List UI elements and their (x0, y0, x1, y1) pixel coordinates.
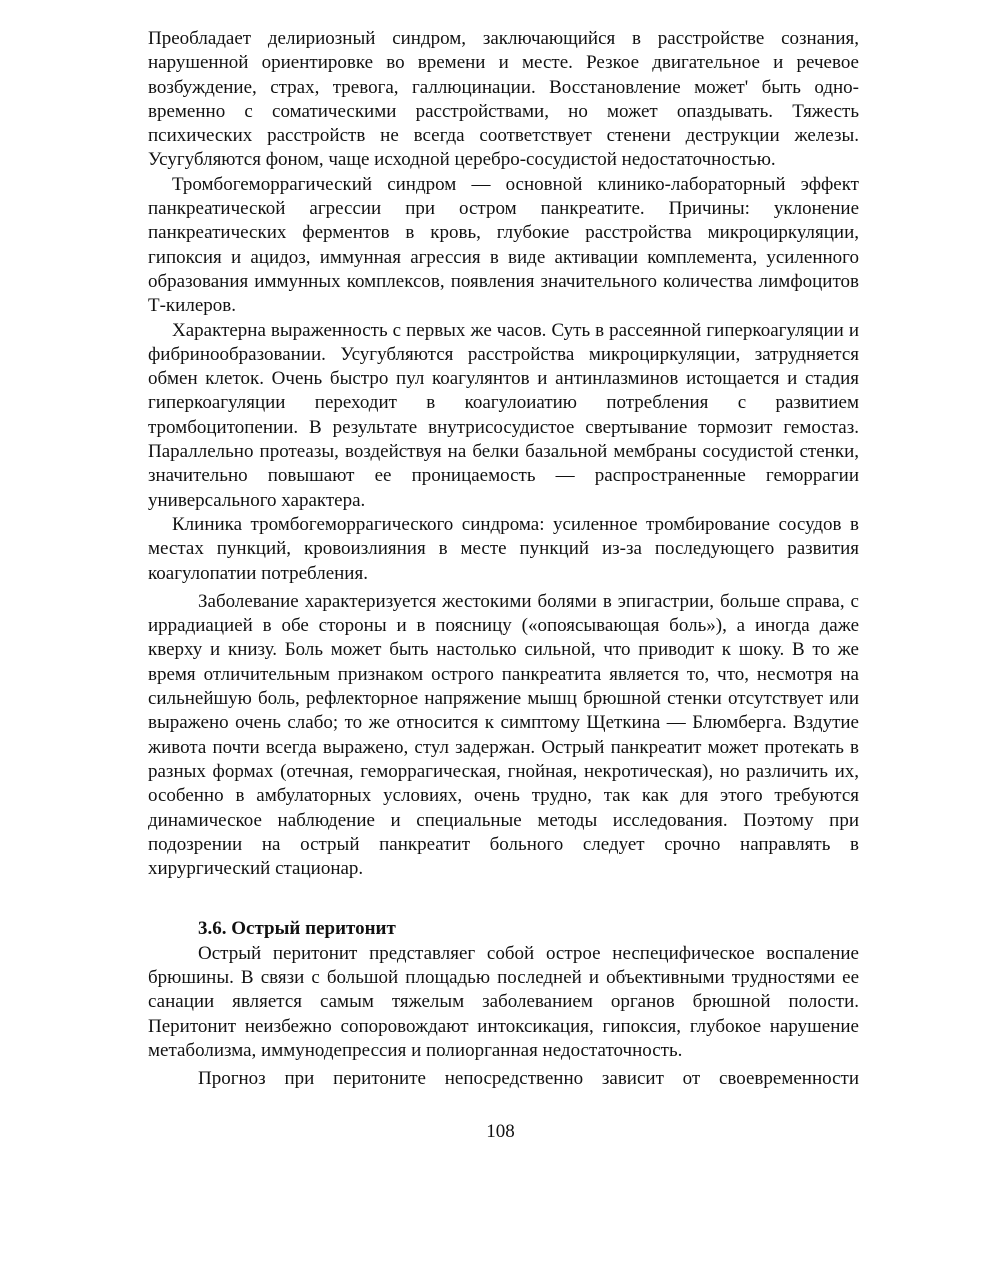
paragraph-clinic-thrombohemorrhagic: Клиника тромбогеморрагического синдрома: усиленное тромбирование сосудов в местах пункций, кровоизлияния в месте пункций из-за последующего развития коагулопатии потребления. (148, 513, 859, 584)
paragraph-peritonitis-definition: Острый перитонит представляег собой острое неспецифическое воспаление брюшины. В связи с большой площадью последней и объективными трудностями ее санации является самым тяжелым заболеванием органов брюшной полости. Перитонит неизбежно сопоровождают интоксикация, гипоксия, глубокое нарушение метаболизма, иммунодепрессия и полиорганная недостаточность. (148, 942, 859, 1061)
section-title: 3.6. Острый перитонит (198, 918, 396, 940)
paragraph-prognosis: Прогноз при перитоните непосредственно зависит от своевременности (198, 1068, 859, 1090)
paragraph-thrombohemorrhagic: Тромбогеморрагический синдром — основной клинико-лабораторный эффект панкреатической агрессии при остром панкреатите. Причины: уклонение панкреатических ферментов в кровь, глубокие расстройства микроциркуляции, гипоксия и ацидоз, иммунная агрессия в виде активации комплемента, усиленного образования иммунных комплексов, появления значительного количества лимфоцитов Т-килеров. (148, 173, 859, 317)
paragraph-hypercoagulation: Характерна выраженность с первых же часов. Суть в рассеянной гиперкоагуляции и фибринообразовании. Усугубляются расстройства микроциркуляции, затрудняется обмен клеток. Очень быстро пул коагулянтов и антинлазминов истощается и стадия гиперкоагуляции переходит в коагулоиатию потребления с развитием тромбоцитопении. В результате внутрисосудистое свертывание тормозит гемостаз. Параллельно протеазы, воздействуя на белки базальной мембраны сосудистой стенки, значительно повышают ее проницаемость — распространенные геморрагии универсального характера. (148, 319, 859, 511)
paragraph-disease-pain: Заболевание характеризуется жестокими болями в эпигастрии, больше справа, с иррадиацией в обе стороны и в поясницу («опоясывающая боль»), а иногда даже кверху и книзу. Боль может быть настолько сильной, что приводит к шоку. В то же время отличительным признаком острого панкреатита является то, что, несмотря на сильнейшую боль, рефлекторное напряжение мышц брюшной стенки отсутствует или выражено очень слабо; то же относится к симптому Щеткина — Блюмберга. Вздутие живота почти всегда выражено, стул задержан. Острый панкреатит может протекать в разных формах (отечная, геморрагическая, гнойная, некротическая), но различить их, особенно в амбулаторных условиях, очень трудно, так как для этого требуются динамическое наблюдение и специальные методы исследования. Поэтому при подозрении на острый панкреатит больного следует срочно направлять в хирургический стационар. (148, 590, 859, 880)
page-number: 108 (486, 1121, 515, 1142)
paragraph-delirium: Преобладает делириозный синдром, заключающийся в расстройстве сознания, нарушенной ориентировке во времени и месте. Резкое двигательное и речевое возбуждение, страх, тревога, галлюцинации. Восстановление может' быть одновременно с соматическими расстройствами, но может опаздывать. Тяжесть психических расстройств не всегда соответствует стенени деструкции железы. Усугубляются фоном, чаще исходной церебро-сосудистой недостаточностью. (148, 28, 859, 171)
